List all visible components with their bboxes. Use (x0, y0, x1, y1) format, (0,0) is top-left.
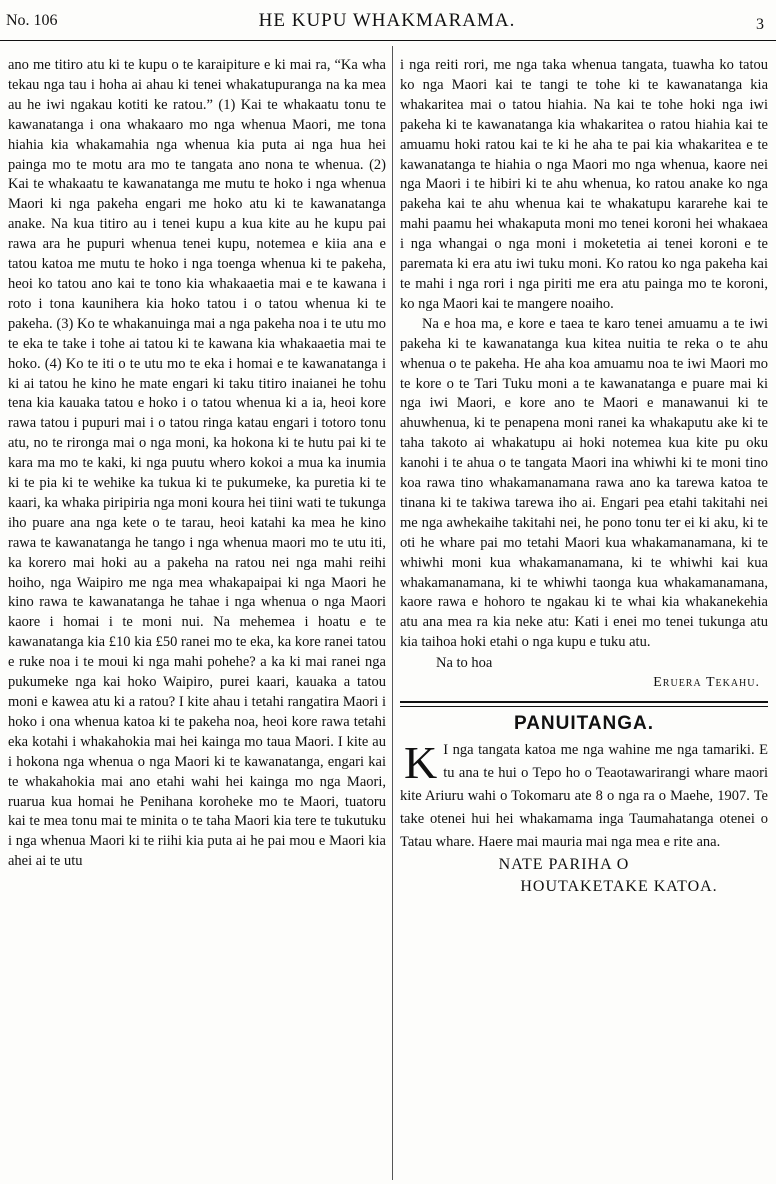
notice-body (400, 739, 768, 854)
notice-signature-line-2: HOUTAKETAKE KATOA. (520, 878, 718, 896)
page-number: 3 (756, 16, 764, 33)
right-paragraph-1: i nga reiti rori, me nga taka whenua tangata, tuawha ko tatou ko nga Maori kai te tangi te tohe ki te kawanatanga kia whakaritea mai o tatou hiahia. Na kai te tohe hoki nga iwi pakeha ki te kawanatanga kia whakaritea o ratou hiahia kai te amuamu hoki ratou kai te ki he aha te pai kia whakaritea e te kawanatanga te hiahia o nga Maori mo nga whenua, kaore nei nga Maori i te hibiri ki te ahu whenua, ko ratou anake ko nga pakeha kai te ahu whenua kai te whakatupu kararehe kai te mahi paamu hei whakaputa moni mo tenei koroni hei whakaea i nga whangai o nga moni i moketetia ai tenei koroni e te paremata ki era atu iwi tuku moni. Ko ratou ko nga pakeha kai te mahi i nga rori i nga piriti me era atu painga mo te koroni, ko nga Maori kai te mangere noaiho. (400, 57, 768, 312)
left-paragraph-1: ano me titiro atu ki te kupu o te karaipiture e ki mai ra, “Ka wha tekau nga tau i hoha ai ahau ki tenei whakatupuranga na ka mea au he iwi ngakau kotiti ke ratou.” (1) Kai te whakaatu tonu te kawanatanga i ona whakaaro mo nga whenua Maori, me tona hiahia kia whakamahia nga whenua kia puta ai nga hua hei painga mo te motu ara mo te tangata ano nona te whenua. (2) Kai te whakaatu te kawanatanga me mutu te hoko i nga whenua Maori ki nga pakeha engari me hoko atu ki te kawanatanga anake. Na kua titiro au i tenei kupu a kua kite au he kupu pai rawa ara he pupuri whenua tenei kupu, notemea e kiia ana e tatou katoa me mutu te hoko i nga toenga whenua ki te pakeha, heoi ko tatou ano kai te tono kia whakaaetia mai e te kawana i roto i tona kaunihera kia hoko tatou i o tatou whenua ki te pakeha. (3) Ko te whakanuinga mai a nga pakeha noa i te utu mo te eka te take i tohe ai tatou ki te kawana kia whakaaetia mai te hoko. (4) Ko te iti o te utu mo te eka i homai e te kawanatanga i ki ai tatou he kino he mate engari ki taku titiro inaianei he tohu tena kia kauaka tatou e hoko i o tatou whenua ki a ia, heoi kore rawa tatou i pupuri mai i o tatou ringa katau engari i totoro tonu atu, no te rironga mai o nga moni, ka hokona ki te hutu pai ki te kara ma mo te kaki, ki nga puutu whero kokoi a mua ka inumia ki te pia ki te wehike ka tukua ki te pukumeke, ka puretia ki te kaari, ka whaka piripiria nga moni koura hei tiini wati te tukunga iho puare ana nga kete o te tarau, heoi katahi ka mea he kino rawa te kawanatanga he tango i nga whenua maori mo te utu iti, ka korero mai hoki au a pakeha na ratou nei nga mahi reihi hoiho, nga Waipiro me nga mea whakapaipai ki nga Maori he kino rawa te kawanatanga he tahae i nga whenua o nga Maori kaore i homai i te moni nui. Na mehemea i hoatu e te kawanatanga kia £10 kia £50 ranei mo te eka, ka kore ranei tatou e ruke noa i te moui ki nga mahi pohehe? a ka ki mai ranei nga pukumeke nga kai hoko Waipiro, purei kaari, kauaka a tatou moni e kawea atu ki a ratou? I kite ahau i tetahi rangatira Maori i hoko i ona whenua katoa ki te pakeha noa, heoi kore rawa tetahi eka kotahi i whakahokia mai hei kainga mo taua Maori. I kite au i hokona nga whenua o nga Maori ki te kawanatanga, engari kai te whakahokia mai ano etahi wahi hei kainga mo nga Maori, ruarua kua homai he Penihana koroheke mo te Maori, tuatoru kai te mea tonu mai te minita o te taha Maori kia tere te tukutuku i nga whenua Maori ki te riihi kia puta ai he pai mou e Maori kia ahei ai te utu (8, 57, 386, 870)
notice-dropcap: K (404, 737, 438, 789)
column-divider (392, 46, 393, 1180)
notice-signature-line-1: NATE PARIHA O (498, 856, 630, 874)
notice-text: I nga tangata katoa me nga wahine me nga tamariki. E tu ana te hui o Tepo ho o Teaotawarirangi whare maori kite Ariuru wahi o Tokomaru ate 8 o nga ra o Maehe, 1907. Te take otenei hui hei whakamama inga Taumahatanga otenei o Tatau whare. Haere mai mauria mai nga mea e rite ana. (400, 742, 768, 851)
notice-title: PANUITANGA. (513, 713, 655, 735)
notice-signature (400, 854, 768, 898)
right-column (400, 56, 768, 898)
issue-number: No. 106 (6, 12, 58, 29)
newspaper-title: HE KUPU WHAKMARAMA. (258, 10, 516, 31)
notice-rule-thick (400, 701, 768, 703)
left-column (8, 56, 386, 872)
notice-rule-thin (400, 706, 768, 707)
author-signature: Eruera Tekahu. (653, 675, 760, 691)
letter-closing: Na to hoa (436, 655, 493, 672)
right-paragraph-2: Na e hoa ma, e kore e taea te karo tenei amuamu a te iwi pakeha ki te kawanatanga kua kitea nuitia te reka o te ahu whenua o te pakeha. He aha koa amuamu noa te iwi Maori mo te kore o te Tari Tuku moni a te kawanatanga e puare mai ki nga iwi Maori, e kore ano te Maori e manawanui ki te ahuwhenua, ki te penapena moni ranei ka whakaputu ake ki te taha takoto ai whakatupu ai hoki notemea kua kite pu oku kanohi i te ahua o te tangata Maori ina whiwhi ki te moni tino koa rawa tino whakamanamana rawa ano ka tarewa katoa te tinana ki te takiwa tarewa iho ai. Engari pea etahi takitahi nei me nga awhekaihe takitahi nei, he pono tonu ter ei ki aku, ki te oti he whare pai mo tetahi Maori kua whakamanamana, ki te whiwhi moni kua whakamanamana, ki te whiwhi kai kua whakamanamana, ki te whiwhi taonga kua whakamanamana, kaore rawa e hohoro te ngakau ki te whai kia whakanekehia atu ana mea ra kia neke atu: Kati i enei mo tenei tukunga atu kia taihoa hoki etahi o nga kupu e tuku atu. (400, 315, 768, 651)
header-rule (0, 40, 776, 41)
page-header (6, 6, 768, 36)
